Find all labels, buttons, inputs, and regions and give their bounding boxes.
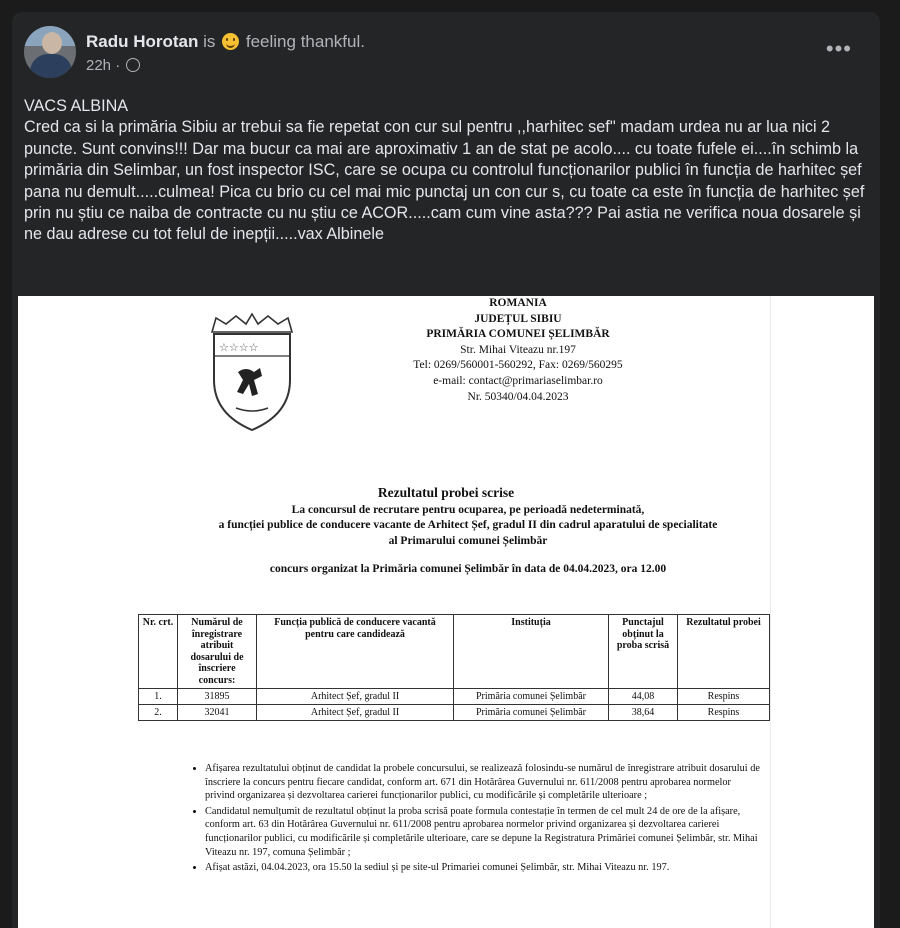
header-institution: Instituția — [454, 615, 609, 689]
doc-subtitle-1: La concursul de recrutare pentru ocuparea, pe perioadă nedeterminată, — [291, 504, 645, 516]
cell-nr: 2. — [139, 705, 178, 721]
header-result: Rezultatul probei — [678, 615, 770, 689]
divider — [770, 296, 771, 928]
doc-country: ROMANIA — [489, 297, 547, 309]
table-row — [139, 705, 770, 721]
author-line — [86, 30, 365, 52]
results-table — [138, 614, 770, 721]
cell-score: 38,64 — [609, 705, 678, 721]
list-item: • Afișat astăzi, 04.04.2023, ora 15.50 la sediul și pe site-ul Primariei comunei Șelimbăr, str. Mihai Viteazu nr. 197. — [205, 861, 763, 875]
doc-title: Rezultatul probei scrise — [377, 485, 515, 500]
doc-organized: concurs organizat la Primăria comunei Șelimbăr în data de 04.04.2023, ora 12.00 — [269, 563, 667, 575]
cell-institution: Primăria comunei Șelimbăr — [454, 689, 609, 705]
author-name[interactable]: Radu Horotan — [86, 32, 199, 51]
post-body: Cred ca si la primăria Sibiu ar trebui sa fie repetat con cur sul pentru ,,harhitec sef'' madam urdea nu ar lua nici 2 puncte. Sunt convins!!! Dar ma bucur ca mai are aproximativ 1 an de stat pe acolo.... cu toate fufele ei....în schimb la primăria din Selimbar, un fost inspector ISC, care se ocupa cu controlul funcționarilor publici în funcția de harhitec șef pana nu demult.....culmea! Pica cu brio cu cel mai mic punctaj un con cur s, cu toate ca este în funcția de harhitec șef prin nu știu ce naiba de contracte cu nu știu ce ACOR.....cam cum vine asta??? Pai astia ne verifica noua dosarele și ne dau adrese cu tot felul de inepții.....vax Albinele — [24, 118, 865, 244]
header-registration: Numărul de înregistrare atribuit dosarului de înscriere concurs: — [178, 615, 257, 689]
cell-function: Arhitect Șef, gradul II — [257, 705, 454, 721]
post-card — [12, 12, 880, 928]
list-item: • Candidatul nemulțumit de rezultatul obținut la proba scrisă poate formula contestație în termen de cel mult 24 de ore de la afișare, conform art. 63 din Hotărârea Guvernului nr. 611/2008 pentru aprobarea normelor privind organizarea și dezvoltarea carierei funcționarilor publici, cu modificările și completările ulterioare, care se depune la Registratura Primăriei comunei Șelimbăr, str. Mihai Viteazu nr. 197, comuna Șelimbăr ; — [205, 805, 763, 859]
feeling-text: feeling thankful. — [245, 32, 365, 51]
header-nr: Nr. crt. — [139, 615, 178, 689]
post-meta — [86, 56, 140, 74]
post-image-document[interactable] — [18, 296, 874, 928]
author-avatar[interactable] — [24, 26, 76, 78]
list-item: • Afișarea rezultatului obținut de candidat la probele concursului, se realizează folosindu-se numărul de înregistrare atribuit dosarului de înscriere la concurs pentru fiecare candidat, conform art. 671 din Hotărârea Guvernului nr. 611/2008 pentru aprobarea normelor privind organizarea și dezvoltarea carierei funcționarilor publici, cu modificările și completările ulterioare ; — [205, 762, 763, 803]
post-header — [12, 12, 880, 88]
is-text: is — [203, 32, 216, 51]
doc-institution: PRIMĂRIA COMUNEI ȘELIMBĂR — [426, 328, 610, 341]
cell-nr: 1. — [139, 689, 178, 705]
cell-registration: 32041 — [178, 705, 257, 721]
doc-subtitle-2: a funcției publice de conducere vacante de Arhitect Șef, gradul II din cadrul aparatului de specialitate — [218, 519, 718, 531]
doc-subtitle-3: al Primarului comunei Șelimbăr — [388, 535, 548, 547]
table-header-row — [139, 615, 770, 689]
doc-reg-no: Nr. 50340/04.04.2023 — [467, 390, 569, 403]
cell-result: Respins — [678, 689, 770, 705]
cell-score: 44,08 — [609, 689, 678, 705]
smile-emoji-icon — [222, 33, 239, 50]
cell-result: Respins — [678, 705, 770, 721]
more-options-button[interactable]: ••• — [825, 36, 852, 61]
cell-function: Arhitect Șef, gradul II — [257, 689, 454, 705]
header-score: Punctajul obținut la proba scrisă — [609, 615, 678, 689]
post-title: VACS ALBINA — [24, 97, 129, 115]
svg-text:☆☆☆☆: ☆☆☆☆ — [219, 342, 259, 354]
cell-registration: 31895 — [178, 689, 257, 705]
doc-address: Str. Mihai Viteazu nr.197 — [460, 343, 576, 356]
document-header — [358, 296, 678, 405]
doc-phone: Tel: 0269/560001-560292, Fax: 0269/560295 — [413, 359, 623, 372]
post-text — [24, 96, 870, 246]
globe-icon[interactable] — [126, 58, 140, 72]
post-time[interactable]: 22h · — [86, 57, 121, 74]
coat-of-arms-icon — [208, 310, 296, 434]
doc-county: JUDEȚUL SIBIU — [474, 312, 562, 325]
header-function: Funcția publică de conducere vacantă pentru care candidează — [257, 615, 454, 689]
notes-list — [183, 762, 763, 877]
cell-institution: Primăria comunei Șelimbăr — [454, 705, 609, 721]
table-row — [139, 689, 770, 705]
doc-email: e-mail: contact@primariaselimbar.ro — [433, 374, 603, 387]
